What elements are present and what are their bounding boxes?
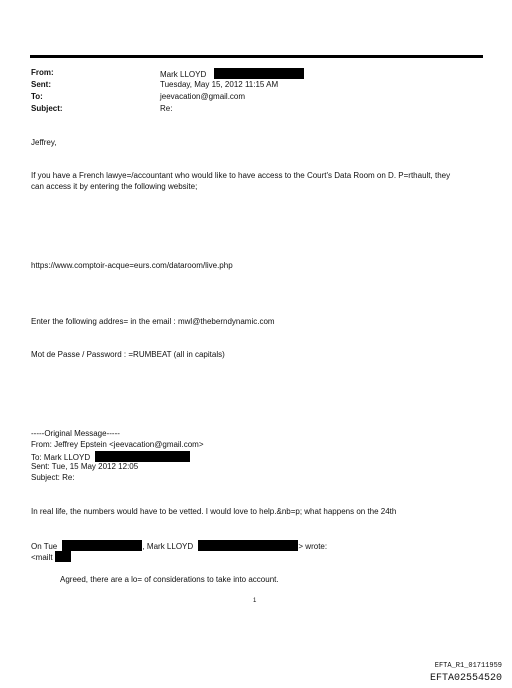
greeting: Jeffrey, <box>31 138 57 147</box>
quote-mid: , Mark LLOYD <box>142 542 194 551</box>
original-subject: Subject: Re: <box>31 473 75 482</box>
paragraph-line: If you have a French lawye=/accountant who would like to have access to the Court's Data Room on D. P=rthault, they <box>31 171 451 180</box>
to-label: To: <box>31 92 43 101</box>
page-number: 1 <box>253 598 257 604</box>
original-to: To: Mark LLOYD <box>31 453 91 462</box>
from-value: Mark LLOYD <box>160 70 207 79</box>
quoted-line: Agreed, there are a lo= of considerations to take into account. <box>60 575 279 584</box>
from-value-row <box>160 68 304 80</box>
redaction-block <box>95 451 190 462</box>
quote-prefix: On Tue <box>31 542 58 551</box>
password-line: Mot de Passe / Password : =RUMBEAT (all in capitals) <box>31 350 225 359</box>
paragraph-line: can access it by entering the following website; <box>31 182 198 191</box>
quote-attribution <box>31 540 327 552</box>
reply-line: In real life, the numbers would have to be vetted. I would love to help.&nb=p; what happens on the 24th <box>31 507 397 516</box>
to-value: jeevacation@gmail.com <box>160 92 246 101</box>
mailto-prefix: <mailt <box>31 553 53 562</box>
redaction-block <box>55 551 71 562</box>
original-separator: -----Original Message----- <box>31 429 120 438</box>
sent-value: Tuesday, May 15, 2012 11:15 AM <box>160 80 279 89</box>
dataroom-url: https://www.comptoir-acque=eurs.com/dataroom/live.php <box>31 261 233 270</box>
redaction-block <box>214 68 304 79</box>
original-from: From: Jeffrey Epstein <jeevacation@gmail.com> <box>31 440 204 449</box>
address-line: Enter the following addres= in the email : mwl@theberndynamic.com <box>31 317 275 326</box>
from-label: From: <box>31 68 54 77</box>
redaction-block <box>198 540 298 551</box>
mailto-row <box>31 551 71 563</box>
original-sent: Sent: Tue, 15 May 2012 12:05 <box>31 462 139 471</box>
redaction-block <box>62 540 142 551</box>
subject-value: Re: <box>160 104 173 113</box>
sent-label: Sent: <box>31 80 51 89</box>
header-rule <box>30 55 483 58</box>
quote-suffix: > wrote: <box>298 542 328 551</box>
footer-ref-2: EFTA02554520 <box>429 673 502 684</box>
footer-ref-1: EFTA_R1_01711959 <box>434 662 502 670</box>
subject-label: Subject: <box>31 104 63 113</box>
